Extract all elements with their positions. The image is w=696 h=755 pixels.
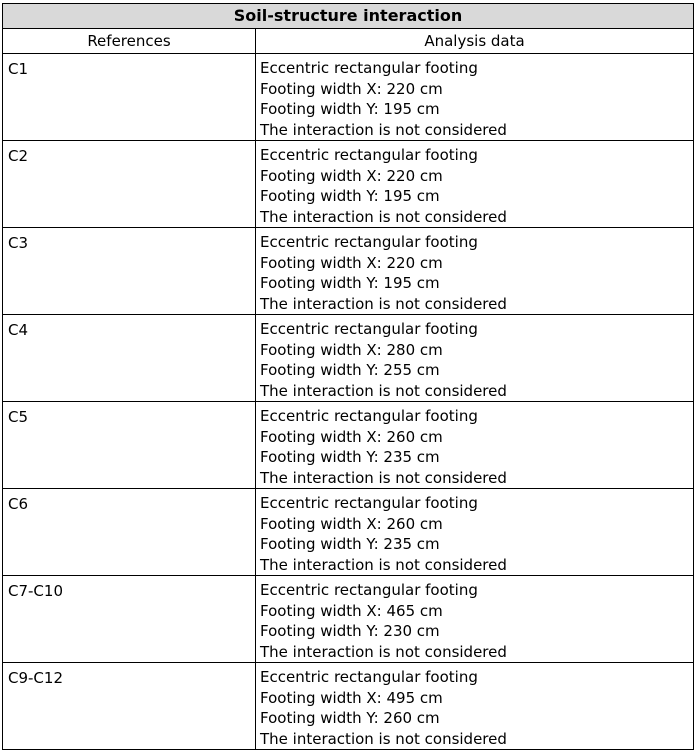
interaction-note: The interaction is not considered: [260, 120, 507, 139]
table-title: Soil-structure interaction: [3, 4, 694, 29]
analysis-data-cell: [256, 315, 694, 402]
footing-width-y: Footing width Y: 255 cm: [260, 361, 440, 379]
footing-type: Eccentric rectangular footing: [260, 668, 478, 686]
interaction-note: The interaction is not considered: [260, 468, 507, 487]
footing-type: Eccentric rectangular footing: [260, 320, 478, 338]
analysis-data-cell: [256, 402, 694, 489]
analysis-data-cell: [256, 663, 694, 750]
reference-cell: C3: [3, 228, 256, 315]
footing-width-y: Footing width Y: 230 cm: [260, 622, 440, 640]
footing-width-y: Footing width Y: 235 cm: [260, 535, 440, 553]
reference-cell: C1: [3, 54, 256, 141]
interaction-note: The interaction is not considered: [260, 207, 507, 226]
footing-type: Eccentric rectangular footing: [260, 59, 478, 77]
analysis-data-cell: [256, 54, 694, 141]
interaction-note: The interaction is not considered: [260, 729, 507, 748]
interaction-note: The interaction is not considered: [260, 381, 507, 400]
footing-width-y: Footing width Y: 195 cm: [260, 274, 440, 292]
table-row: [3, 141, 694, 228]
interaction-note: The interaction is not considered: [260, 294, 507, 313]
footing-width-x: Footing width X: 220 cm: [260, 166, 443, 185]
title-row: [3, 4, 694, 29]
footing-width-x: Footing width X: 220 cm: [260, 253, 443, 272]
footing-type: Eccentric rectangular footing: [260, 146, 478, 164]
table-row: [3, 576, 694, 663]
reference-cell: C2: [3, 141, 256, 228]
interaction-note: The interaction is not considered: [260, 555, 507, 574]
analysis-data-cell: [256, 576, 694, 663]
footing-type: Eccentric rectangular footing: [260, 581, 478, 599]
footing-width-y: Footing width Y: 195 cm: [260, 187, 440, 205]
table-row: [3, 489, 694, 576]
footing-width-x: Footing width X: 280 cm: [260, 340, 443, 359]
footing-width-x: Footing width X: 220 cm: [260, 79, 443, 98]
table-row: [3, 315, 694, 402]
reference-cell: C7-C10: [3, 576, 256, 663]
footing-width-x: Footing width X: 260 cm: [260, 427, 443, 446]
footing-width-y: Footing width Y: 235 cm: [260, 448, 440, 466]
reference-cell: C9-C12: [3, 663, 256, 750]
footing-type: Eccentric rectangular footing: [260, 407, 478, 425]
analysis-data-cell: [256, 489, 694, 576]
footing-type: Eccentric rectangular footing: [260, 233, 478, 251]
analysis-data-cell: [256, 228, 694, 315]
table-row: [3, 54, 694, 141]
footing-type: Eccentric rectangular footing: [260, 494, 478, 512]
analysis-data-cell: [256, 141, 694, 228]
reference-cell: C4: [3, 315, 256, 402]
table-row: [3, 402, 694, 489]
reference-cell: C5: [3, 402, 256, 489]
table-row: [3, 228, 694, 315]
footing-width-y: Footing width Y: 195 cm: [260, 100, 440, 118]
reference-cell: C6: [3, 489, 256, 576]
references-header: References: [3, 29, 256, 54]
interaction-note: The interaction is not considered: [260, 642, 507, 661]
footing-width-x: Footing width X: 260 cm: [260, 514, 443, 533]
soil-structure-table: [2, 3, 694, 750]
table-row: [3, 663, 694, 750]
footing-width-x: Footing width X: 495 cm: [260, 688, 443, 707]
footing-width-y: Footing width Y: 260 cm: [260, 709, 440, 727]
analysis-data-header: Analysis data: [256, 29, 694, 54]
header-row: [3, 29, 694, 54]
footing-width-x: Footing width X: 465 cm: [260, 601, 443, 620]
